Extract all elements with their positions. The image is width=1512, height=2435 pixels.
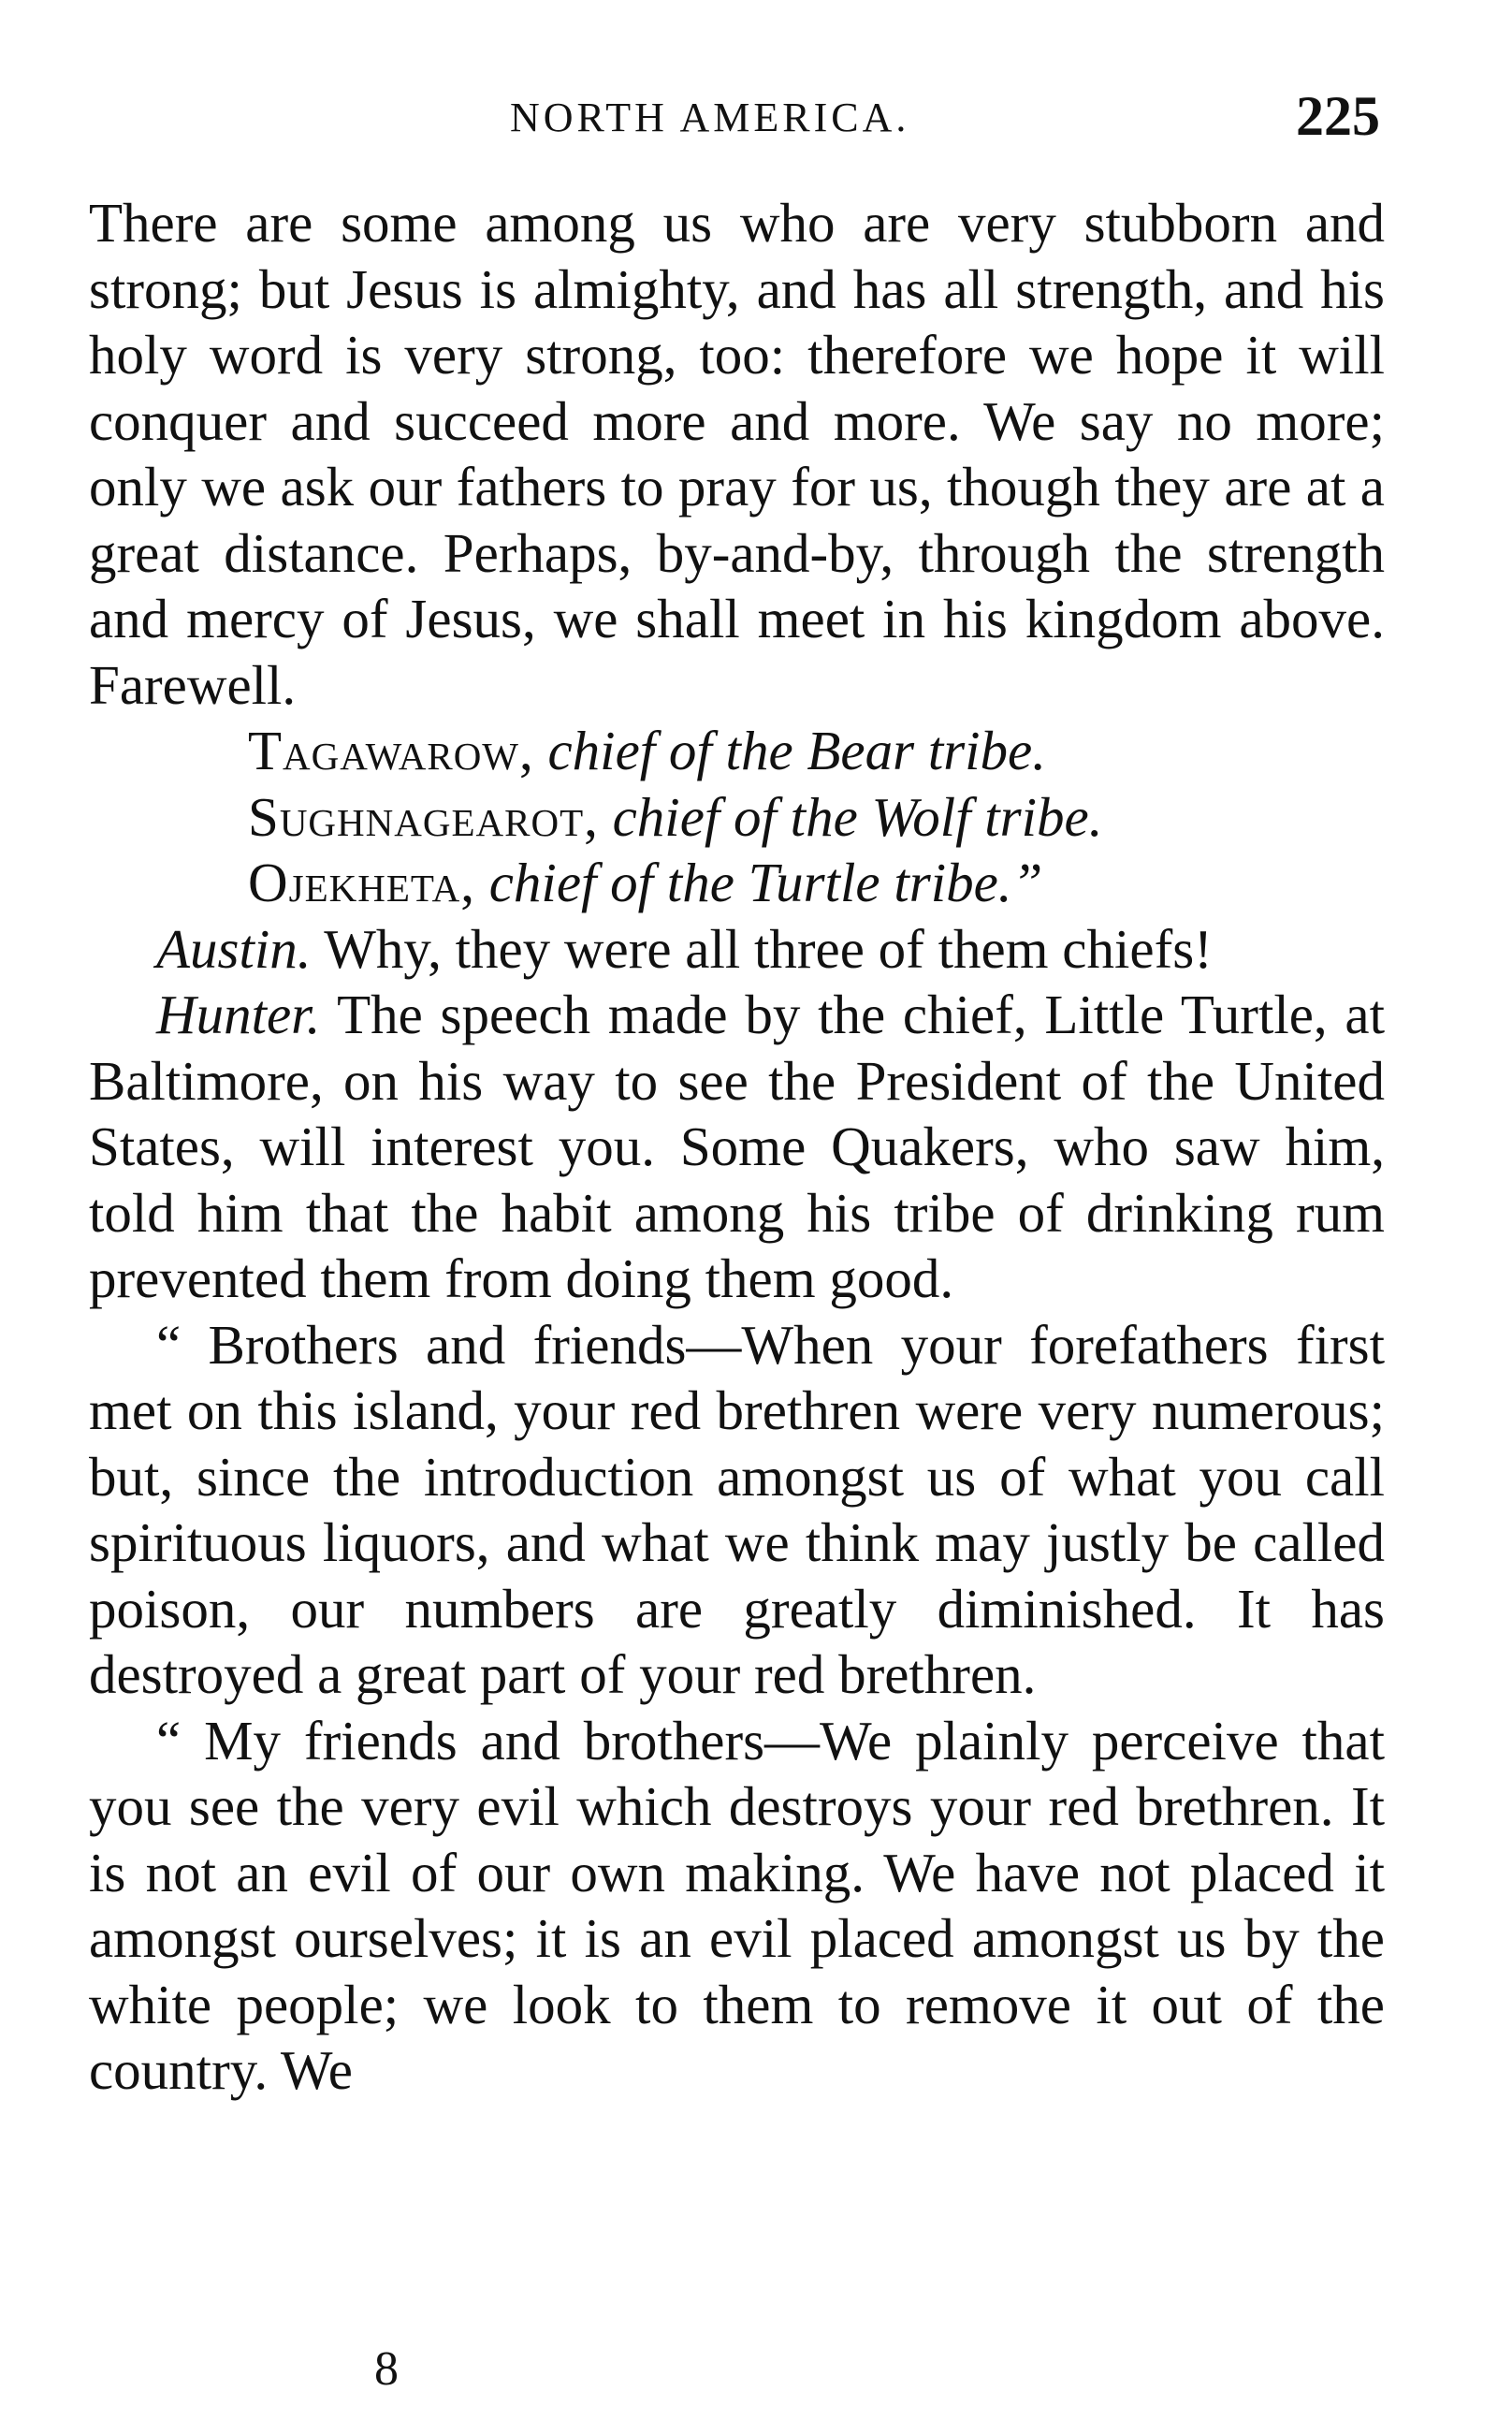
printer-signature-mark: 8 — [374, 2342, 399, 2396]
signatory-title: chief of the Wolf tribe. — [612, 785, 1103, 848]
signatory-title: chief of the Turtle tribe.” — [488, 852, 1043, 913]
dialogue-paragraph — [89, 982, 1385, 1312]
dialogue-text: The speech made by the chief, Little Turtle, at Baltimore, on his way to see the President of the United States, will interest you. Some Quakers, who saw him, told him that the habit among his tribe of drinking rum prevented them from doing them good. — [89, 984, 1386, 1309]
signatory-title: chief of the Bear tribe. — [547, 720, 1046, 781]
speech-paragraph: “ Brothers and friends—When your forefathers first met on this island, your red brethren were very numerous; but, since the introduction amongst us of what you call spirituous liquors, and what we think may justly be called poison, our numbers are greatly diminished. It has destroyed a great part of your red brethren. — [89, 1313, 1385, 1705]
signatory-name: Tagawarow, — [248, 720, 534, 781]
paragraph-letter-ending: There are some among us who are very stubborn and strong; but Jesus is almighty, and has all strength, and his holy word is very strong, too: therefore we hope it will conquer and succeed more and more. We say no more; only we ask our fathers to pray for us, though they are at a great distance. Perhaps, by-and-by, through the strength and mercy of Jesus, we shall meet in his kingdom above. Farewell. — [89, 192, 1385, 716]
body-text — [89, 190, 1385, 2104]
signatory-name: Sughnagearot, — [248, 785, 599, 848]
speaker-name: Hunter. — [156, 984, 321, 1045]
speech-paragraph: “ My friends and brothers—We plainly perceive that you see the very evil which destroys your red brethren. It is not an evil of our own making. We have not placed it amongst ourselves; it is an evil placed amongst us by the white people; we look to them to remove it out of the country. We — [89, 1709, 1385, 2101]
signatory-name: Ojekheta, — [248, 852, 475, 913]
running-head: NORTH AMERICA. — [510, 95, 910, 140]
signature-line — [89, 784, 1385, 851]
page-header — [89, 84, 1380, 150]
signature-line — [89, 850, 1385, 916]
speaker-name: Austin. — [156, 917, 312, 980]
page-number: 225 — [1296, 85, 1380, 147]
dialogue-paragraph — [89, 916, 1385, 983]
dialogue-text: Why, they were all three of them chiefs! — [324, 917, 1213, 980]
signature-line — [89, 718, 1385, 784]
